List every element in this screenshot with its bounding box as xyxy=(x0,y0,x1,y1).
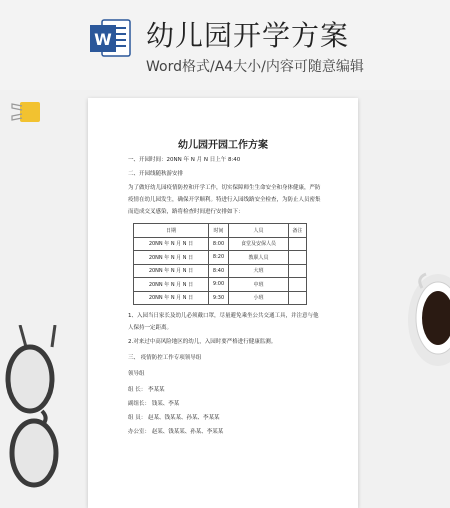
section-route: 二、开园线随秋游安排 xyxy=(128,171,184,177)
coffee-cup-icon xyxy=(396,268,450,368)
section-leadership: 三、 疫情防控工作专项领导组 xyxy=(128,355,202,361)
member-line: 副组长： 钱某、李某 xyxy=(128,401,180,407)
table-cell xyxy=(288,251,306,265)
table-cell: 食堂及安保人员 xyxy=(229,237,289,251)
group-title: 领导组 xyxy=(128,371,145,377)
table-cell: 教职人员 xyxy=(229,251,289,265)
section-open-time: 一、开园时间：20NN 年 N 月 N 日上午 8:40 xyxy=(128,157,241,163)
table-cell: 8:20 xyxy=(208,251,228,265)
table-cell: 20NN 年 N 月 N 日 xyxy=(134,278,209,292)
table-row xyxy=(134,251,307,265)
binder-clip-icon xyxy=(10,100,42,124)
table-header-cell: 时间 xyxy=(208,224,228,238)
table-cell: 大班 xyxy=(229,264,289,278)
table-cell: 中班 xyxy=(229,278,289,292)
table-row xyxy=(134,264,307,278)
member-line: 组 员： 赵某、钱某某、孙某、李某某 xyxy=(128,415,220,421)
table-cell xyxy=(288,264,306,278)
member-line: 组 长： 李某某 xyxy=(128,387,165,393)
table-row xyxy=(134,237,307,251)
table-cell: 9:30 xyxy=(208,291,228,305)
document-page xyxy=(88,98,358,508)
table-cell: 9:00 xyxy=(208,278,228,292)
member-line: 办公室： 赵某、钱某某、孙某、李某某 xyxy=(128,429,224,435)
table-header-row xyxy=(134,224,307,238)
header-banner xyxy=(0,0,450,90)
intro-paragraph: 为了做好幼儿园疫情防控和开学工作，切实保障师生生命安全和身体健康，严防疫情在幼儿园发生，确保开学顺利。特进行入园线路安全检查，为防止人员密集而造成交叉感染，路将检查时间进行安排如下： xyxy=(128,185,321,215)
note-masks: 1、入园当日家长及幼儿必须戴口罩，尽量避免乘坐公共交通工具，并注意与他人保持一定距离。 xyxy=(128,313,319,331)
table-header-cell: 人员 xyxy=(229,224,289,238)
table-cell: 20NN 年 N 月 N 日 xyxy=(134,251,209,265)
page-title: 幼儿园开学方案 xyxy=(146,19,350,52)
word-document-icon xyxy=(88,16,132,60)
table-cell xyxy=(288,291,306,305)
table-header-cell: 日期 xyxy=(134,224,209,238)
table-cell: 8:00 xyxy=(208,237,228,251)
table-cell: 20NN 年 N 月 N 日 xyxy=(134,291,209,305)
table-cell xyxy=(288,278,306,292)
document-title: 幼儿园开园工作方案 xyxy=(178,140,268,151)
note-health-monitoring: 2.对来过中高风险地区的幼儿，入园时要严格进行健康监测。 xyxy=(128,339,277,345)
page-subtitle: Word格式/A4大小/内容可随意编辑 xyxy=(146,59,364,75)
table-cell: 8:40 xyxy=(208,264,228,278)
svg-text:W: W xyxy=(94,30,112,49)
table-cell: 20NN 年 N 月 N 日 xyxy=(134,264,209,278)
table-row xyxy=(134,291,307,305)
table-row xyxy=(134,278,307,292)
eyeglasses-icon xyxy=(0,325,70,505)
table-cell: 小班 xyxy=(229,291,289,305)
table-cell: 20NN 年 N 月 N 日 xyxy=(134,237,209,251)
table-cell xyxy=(288,237,306,251)
table-header-cell: 备注 xyxy=(288,224,306,238)
schedule-table xyxy=(133,223,307,305)
